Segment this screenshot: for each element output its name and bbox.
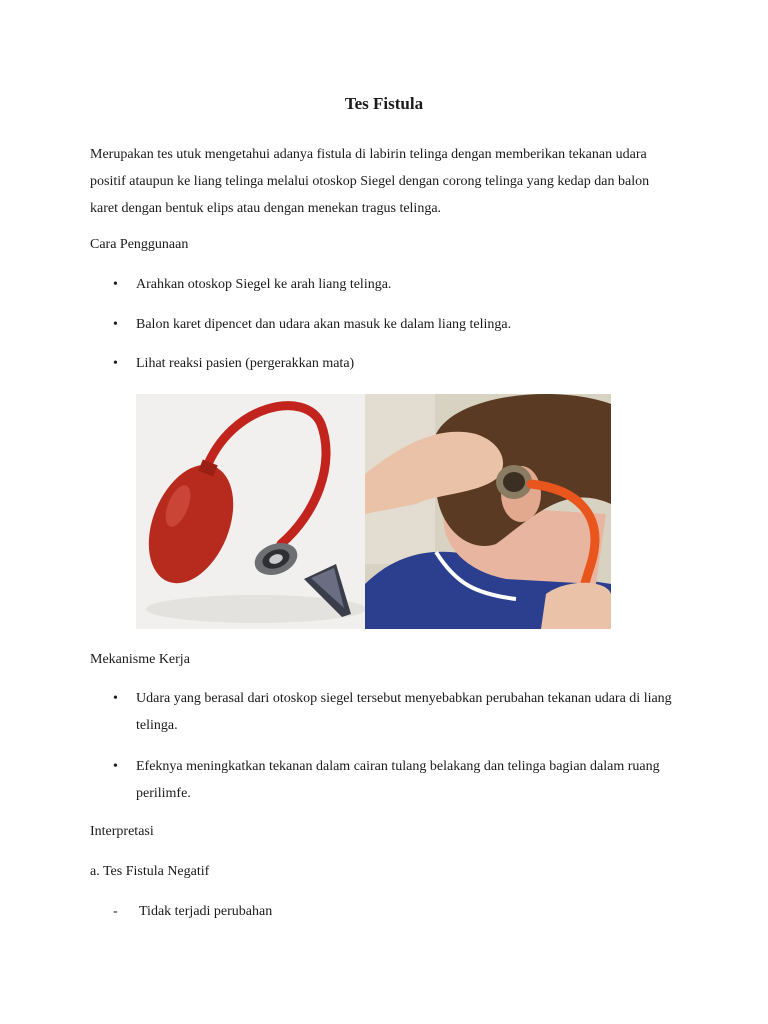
bullet-icon: • xyxy=(113,277,118,292)
dash-icon: - xyxy=(113,904,118,919)
cara-list-item-text: Lihat reaksi pasien (pergerakkan mata) xyxy=(136,356,355,371)
interpretasi-list-item-text: Tidak terjadi perubahan xyxy=(139,904,273,919)
document-title: Tes Fistula xyxy=(344,94,424,113)
tes-fistula-negatif-heading: a. Tes Fistula Negatif xyxy=(90,864,210,879)
bullet-icon: • xyxy=(113,317,118,332)
cara-list-item-text: Arahkan otoskop Siegel ke arah liang telinga. xyxy=(136,277,392,292)
interpretasi-heading: Interpretasi xyxy=(90,824,154,839)
mekanisme-kerja-heading: Mekanisme Kerja xyxy=(90,652,190,667)
cara-list-item-text: Balon karet dipencet dan udara akan masuk ke dalam liang telinga. xyxy=(136,317,512,332)
mekanisme-list-item-text: Efeknya meningkatkan tekanan dalam cairan tulang belakang dan telinga bagian dalam ruang perilimfe. xyxy=(136,759,660,801)
bullet-icon: • xyxy=(113,759,118,774)
bullet-icon: • xyxy=(113,691,118,706)
cara-penggunaan-heading: Cara Penggunaan xyxy=(90,237,189,252)
mekanisme-list-item-text: Udara yang berasal dari otoskop siegel tersebut menyebabkan perubahan tekanan udara di liang telinga. xyxy=(136,691,672,733)
siegel-otoscope-illustration xyxy=(136,394,611,629)
siegel-otoscope-figure xyxy=(136,394,611,629)
intro-paragraph: Merupakan tes utuk mengetahui adanya fistula di labirin telinga dengan memberikan tekanan udara positif ataupun ke liang telinga melalui otoskop Siegel dengan corong telinga yang kedap dan balon karet dengan bentuk elips atau dengan menekan tragus telinga. xyxy=(90,147,650,216)
bullet-icon: • xyxy=(113,356,118,371)
